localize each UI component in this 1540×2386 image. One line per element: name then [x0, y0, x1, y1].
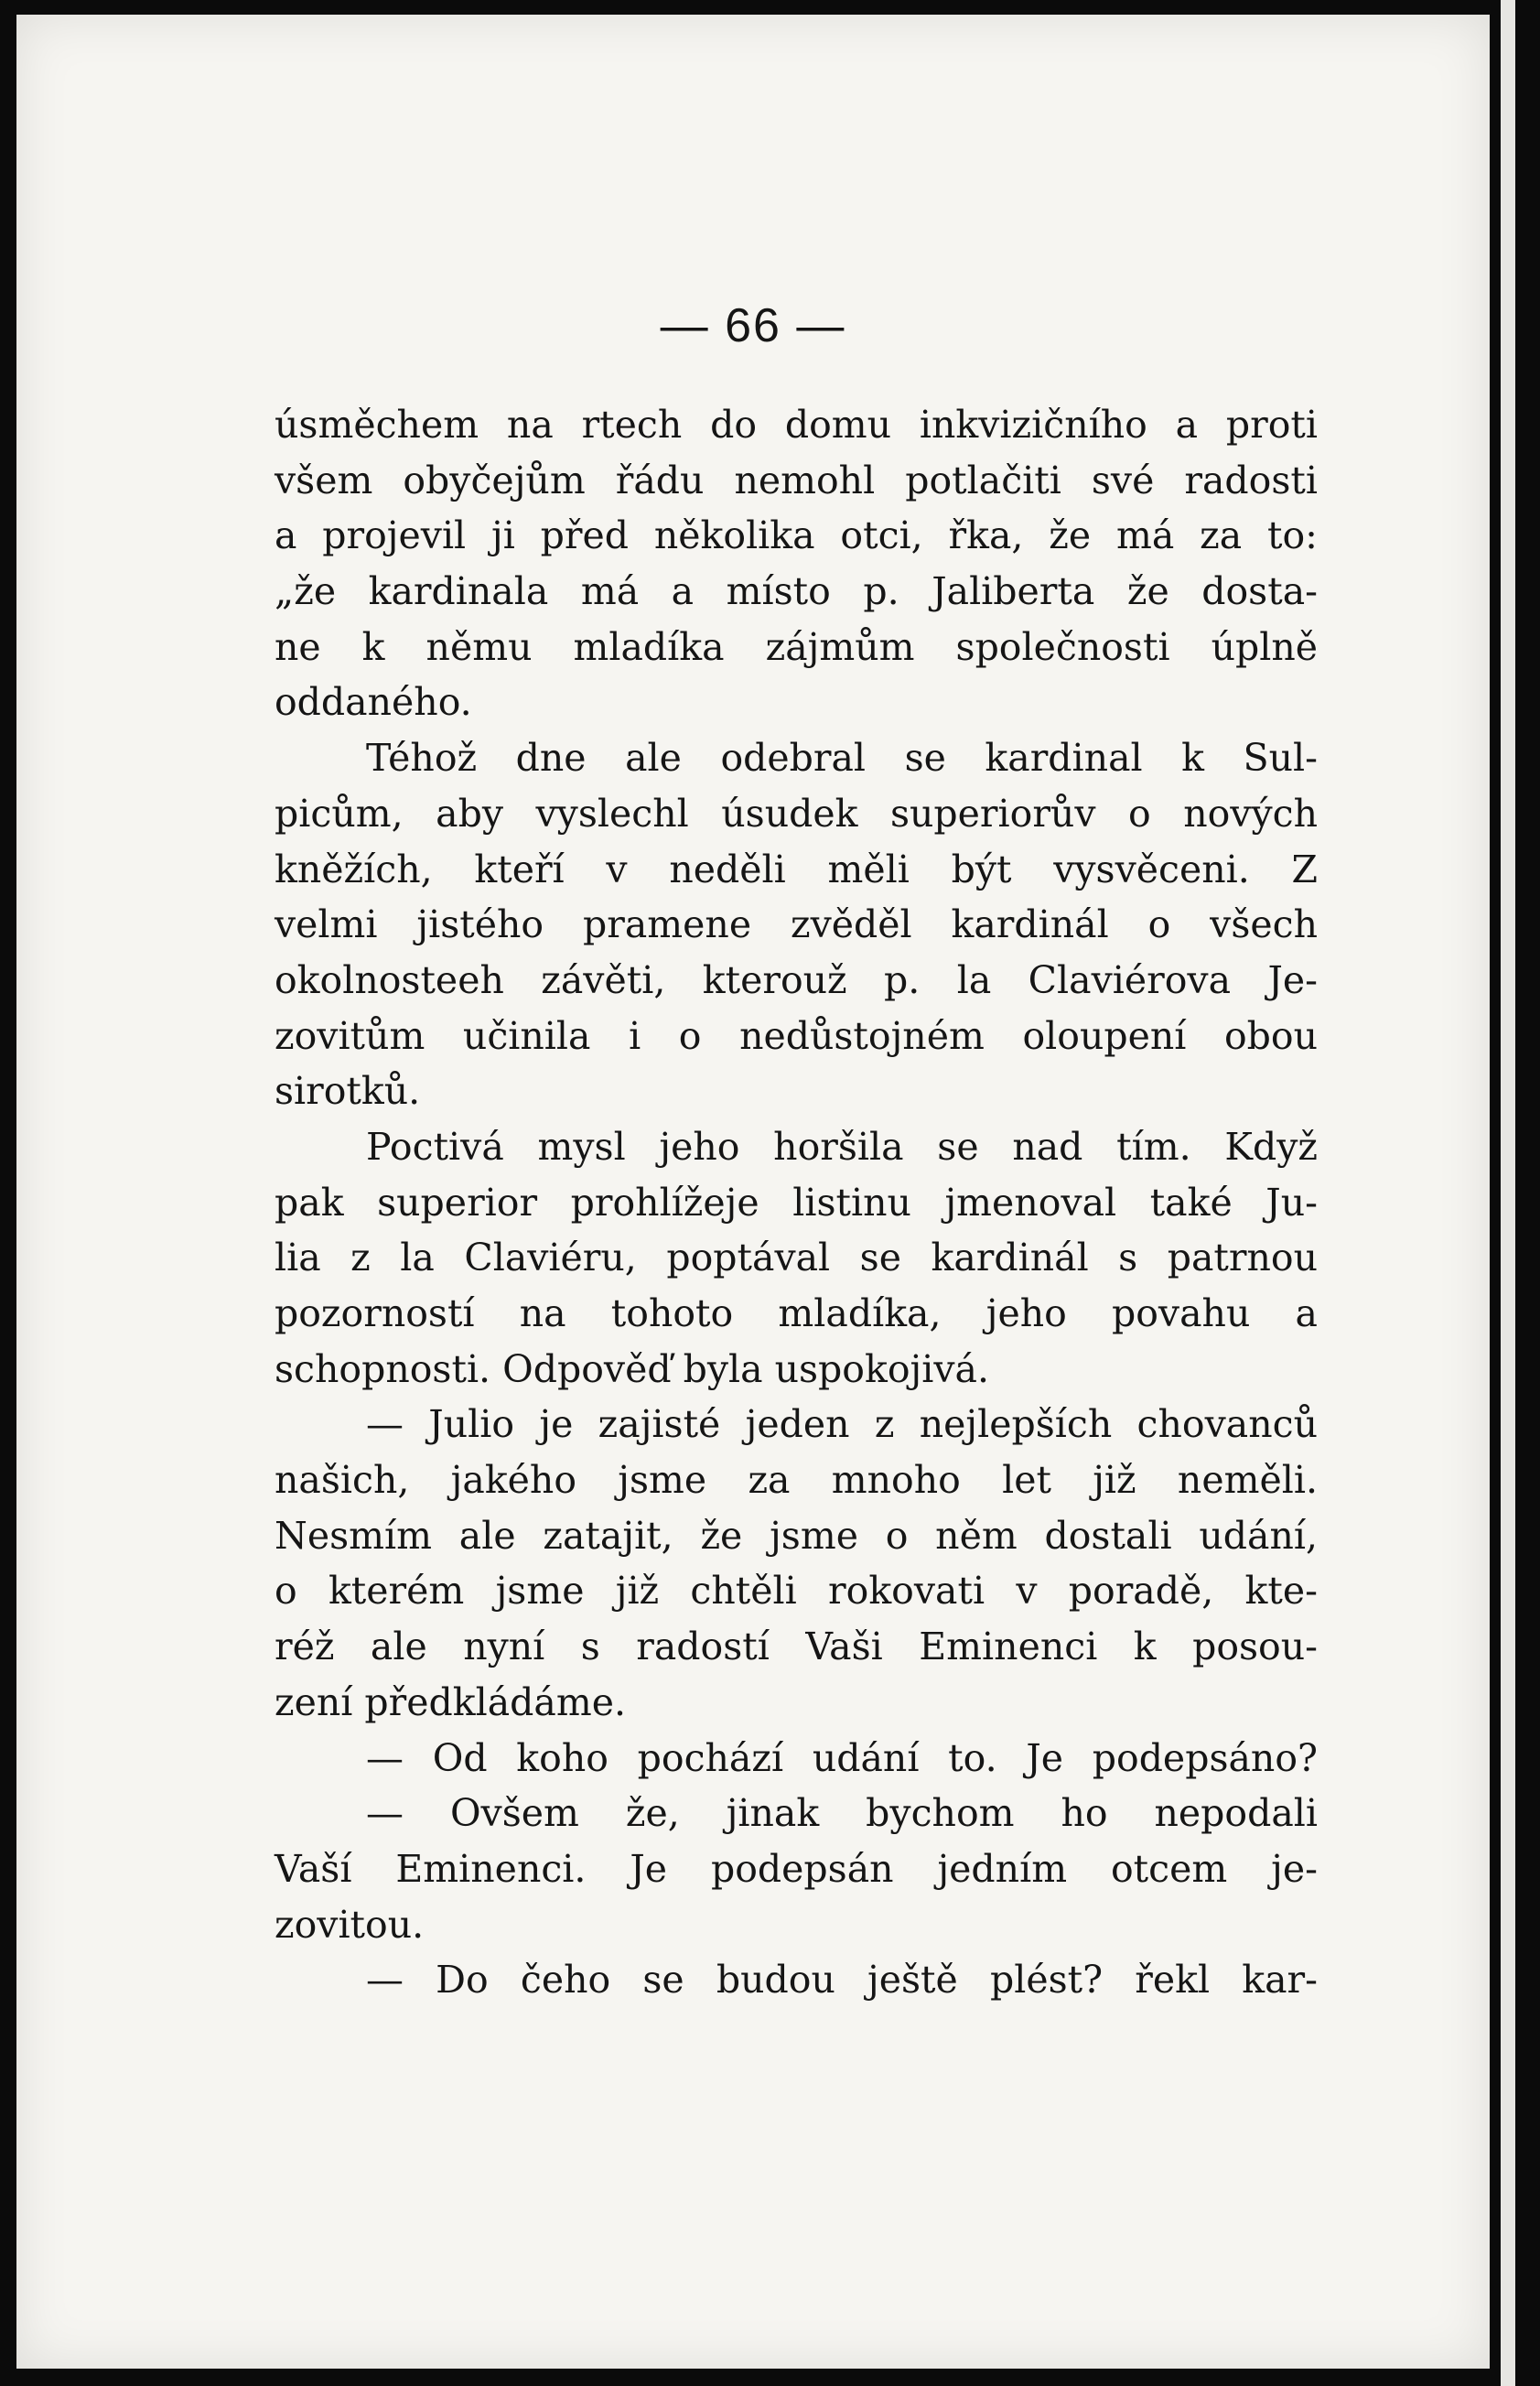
text-line: zovitou. — [275, 1902, 425, 1947]
text-line: picům, aby vyslechl úsudek superiorův o nových — [275, 791, 1318, 836]
text-line: ne k němu mladíka zájmům společnosti úplně — [275, 624, 1318, 669]
page-number: — 66 — — [660, 299, 846, 352]
text-line: „že kardinala má a místo p. Jaliberta že dosta- — [275, 569, 1318, 614]
text-line: velmi jistého pramene zvěděl kardinál o všech — [275, 902, 1318, 947]
text-line: pak superior prohlížeje listinu jmenoval také Ju- — [275, 1180, 1318, 1225]
text-line: kněžích, kteří v neděli měli být vysvěceni. Z — [275, 847, 1318, 891]
text-line: všem obyčejům řádu nemohl potlačiti své radosti — [275, 458, 1318, 502]
text-line: o kterém jsme již chtěli rokovati v poradě, kte- — [275, 1569, 1318, 1614]
text-line: Téhož dne ale odebral se kardinal k Sul- — [366, 736, 1318, 781]
text-line: okolnosteeh závěti, kterouž p. la Claviérova Je- — [275, 957, 1318, 1002]
text-line: pozorností na tohoto mladíka, jeho povahu a — [275, 1291, 1318, 1335]
text-line: — Ovšem že, jinak bychom ho nepodali — [366, 1791, 1318, 1836]
text-line: našich, jakého jsme za mnoho let již neměli. — [275, 1458, 1318, 1503]
text-line: zovitům učinila i o nedůstojném oloupení obou — [275, 1013, 1318, 1058]
text-line: a projevil ji před několika otci, řka, že má za to: — [275, 513, 1318, 558]
text-line: — Do čeho se budou ještě plést? řekl kar- — [366, 1958, 1318, 2003]
text-line: Poctivá mysl jeho horšila se nad tím. Když — [366, 1124, 1318, 1169]
text-line: Nesmím ale zatajit, že jsme o něm dostali udání, — [275, 1513, 1318, 1558]
text-line: Vaší Eminenci. Je podepsán jedním otcem je- — [275, 1846, 1318, 1891]
text-line: — Od koho pochází udání to. Je podepsáno? — [366, 1735, 1318, 1780]
page-text — [275, 397, 1318, 2008]
text-line: úsměchem na rtech do domu inkvizičního a proti — [275, 403, 1318, 447]
text-line: zení předkládáme. — [275, 1679, 627, 1724]
text-line: lia z la Claviéru, poptával se kardinál s patrnou — [275, 1236, 1318, 1280]
text-line: — Julio je zajisté jeden z nejlepších chovanců — [366, 1402, 1318, 1447]
text-line: oddaného. — [275, 680, 472, 725]
page-edge — [1501, 0, 1515, 2386]
text-line: réž ale nyní s radostí Vaši Eminenci k posou- — [275, 1625, 1318, 1669]
book-page — [16, 15, 1490, 2369]
text-line: schopnosti. Odpověď byla uspokojivá. — [275, 1346, 989, 1391]
text-line: sirotků. — [275, 1069, 421, 1114]
